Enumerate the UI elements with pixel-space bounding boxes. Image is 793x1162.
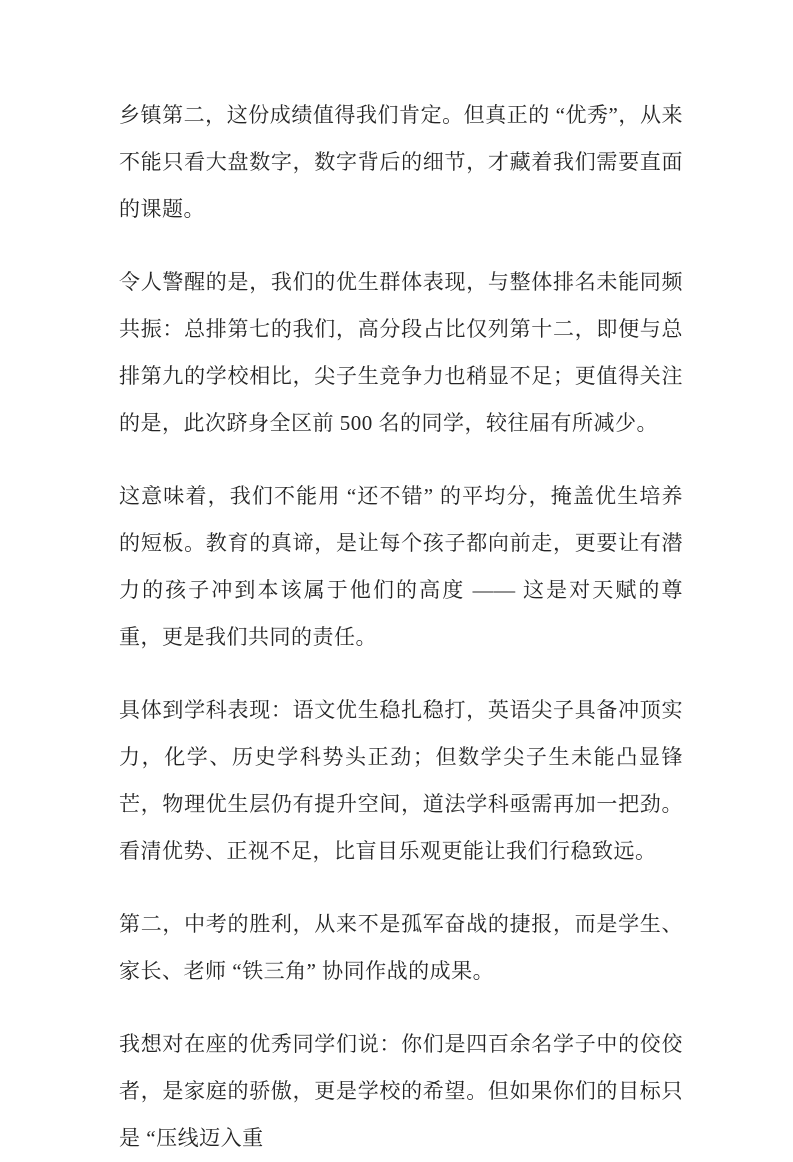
paragraph-message-to-students: 我想对在座的优秀同学们说：你们是四百余名学子中的佼佼者，是家庭的骄傲，更是学校的希望。但如果你们的目标只是 “压线迈入重 xyxy=(119,1032,683,1150)
paragraph-second-point: 第二，中考的胜利，从来不是孤军奋战的捷报，而是学生、家长、老师 “铁三角” 协同作战的成果。 xyxy=(119,912,683,983)
paragraph-subject-performance: 具体到学科表现：语文优生稳扎稳打，英语尖子具备冲顶实力，化学、历史学科势头正劲；但数学尖子生未能凸显锋芒，物理优生层仍有提升空间，道法学科亟需再加一把劲。看清优势、正视不足，比盲目乐观更能让我们行稳致远。 xyxy=(119,698,683,863)
paragraph-warning-ranking: 令人警醒的是，我们的优生群体表现，与整体排名未能同频共振：总排第七的我们，高分段占比仅列第十二，即便与总排第九的学校相比，尖子生竞争力也稍显不足；更值得关注的是，此次跻身全区前 500 名的同学，较往届有所减少。 xyxy=(119,270,683,435)
paragraph-overview: 乡镇第二，这份成绩值得我们肯定。但真正的 “优秀”，从来不能只看大盘数字，数字背后的细节，才藏着我们需要直面的课题。 xyxy=(119,103,683,221)
paragraph-meaning: 这意味着，我们不能用 “还不错” 的平均分，掩盖优生培养的短板。教育的真谛，是让每个孩子都向前走，更要让有潜力的孩子冲到本该属于他们的高度 —— 这是对天赋的尊重，更是我们共同的责任。 xyxy=(119,484,683,649)
